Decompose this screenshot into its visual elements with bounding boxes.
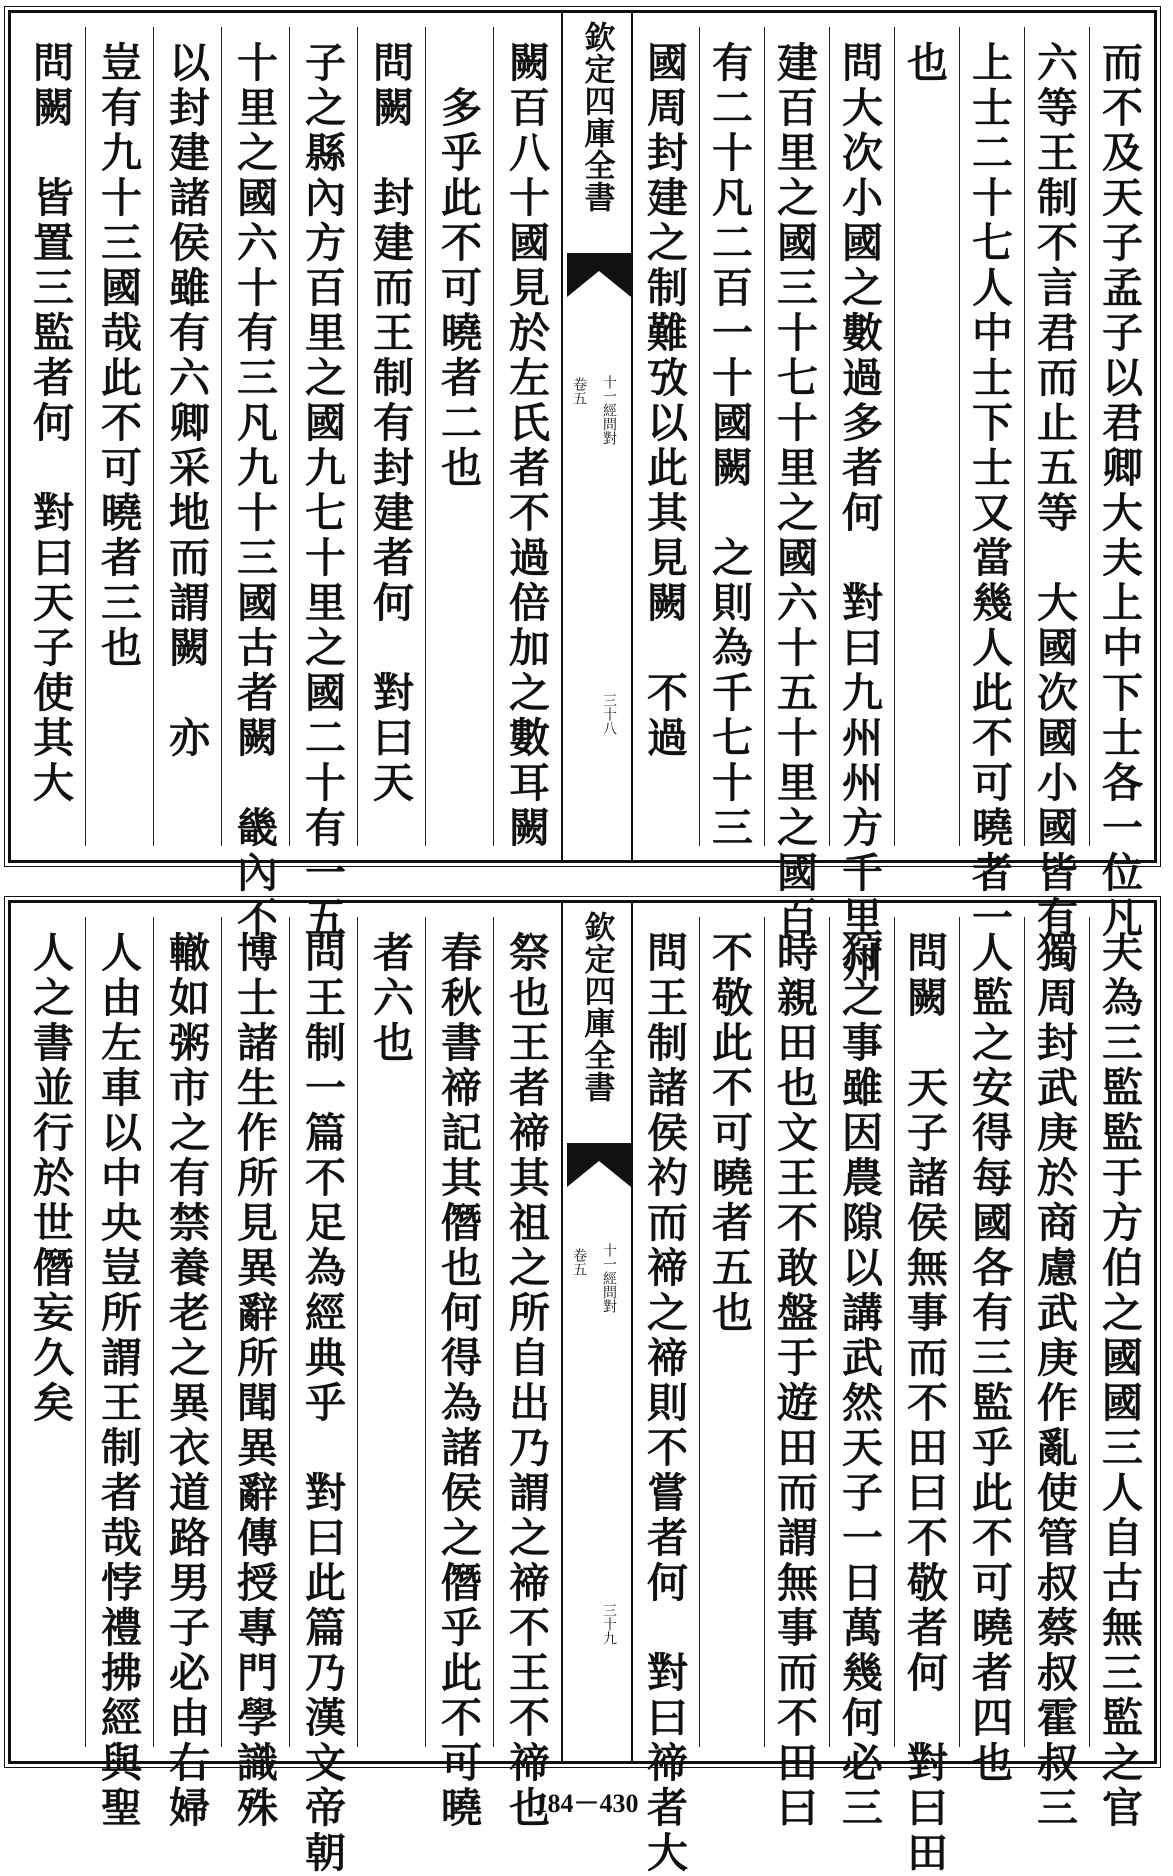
column-text: 問王制諸侯礿而禘之禘則不嘗者何 對曰禘者大 <box>640 931 688 1876</box>
juan-label: 卷五 <box>571 1248 587 1276</box>
column-text: 以封建諸侯雖有六卿采地而謂闕 亦 <box>162 41 210 761</box>
column-text: 問闕 皆置三監者何 對曰天子使其大 <box>26 41 74 806</box>
column-text: 闕百八十國見於左氏者不過倍加之數耳闕 <box>502 41 550 851</box>
text-column <box>493 917 561 1831</box>
center-margin-strip <box>561 903 633 1761</box>
column-text: 人之書並行於世僭妄久矣 <box>26 931 74 1426</box>
column-text: 人監之安得每國各有三監乎此不可曉者四也 <box>965 931 1013 1786</box>
column-text: 不敬此不可曉者五也 <box>705 931 753 1336</box>
column-text: 上士二十七人中士下士又當幾人此不可曉者一 <box>965 41 1013 941</box>
fishtail-mark-icon <box>567 1143 631 1187</box>
text-column <box>1089 27 1154 941</box>
column-text: 也 <box>900 41 948 86</box>
column-text: 豈有九十三國哉此不可曉者三也 <box>94 41 142 671</box>
text-column <box>634 27 699 846</box>
column-text: 獨周封武庚於商慮武庚作亂使管叔蔡叔霍叔三 <box>1030 931 1078 1831</box>
text-column <box>357 27 425 846</box>
column-text: 國周封建之制難攷以此其見闕 不過 <box>640 41 688 761</box>
text-column <box>829 917 894 1831</box>
column-text: 多乎此不可曉者二也 <box>434 41 482 491</box>
column-text: 狩之事雖因農隙以講武然天子一日萬幾何必三 <box>835 931 883 1831</box>
column-text: 時親田也文王不敢盤于遊田而謂無事而不田曰 <box>770 931 818 1831</box>
text-column <box>764 917 829 1831</box>
column-text: 春秋書禘記其僭也何得為諸侯之僭乎此不可曉 <box>434 931 482 1831</box>
column-text: 建百里之國三十七十里之國六十五十里之國百 <box>770 41 818 941</box>
column-text: 六等王制不言君而止五等 大國次國小國皆有 <box>1030 41 1078 941</box>
text-column <box>425 27 493 846</box>
column-text: 者六也 <box>366 931 414 1066</box>
section-label: 十一經問對 <box>601 1243 617 1313</box>
text-column <box>357 917 425 1747</box>
text-column <box>894 917 959 1876</box>
section-label: 十一經問對 <box>601 375 617 445</box>
text-column <box>85 917 153 1831</box>
text-column <box>17 27 85 846</box>
column-text: 夫為三監監于方伯之國國三人自古無三監之官 <box>1095 931 1143 1831</box>
column-text: 問王制一篇不足為經典乎 對曰此篇乃漢文帝朝 <box>298 931 346 1876</box>
text-column <box>699 917 764 1747</box>
column-text: 十里之國六十有三凡九十三國古者闕 畿內不 <box>230 41 278 941</box>
text-column <box>289 27 357 941</box>
text-column <box>153 917 221 1831</box>
fishtail-mark-icon <box>567 253 631 297</box>
column-text: 人由左車以中央豈所謂王制者哉悖禮拂經與聖 <box>94 931 142 1831</box>
column-text: 有二十凡二百一十國闕 之則為千七十三 <box>705 41 753 851</box>
column-text: 而不及天子孟子以君卿大夫上中下士各一位凡 <box>1095 41 1143 941</box>
text-column <box>289 917 357 1876</box>
text-column <box>1089 917 1154 1831</box>
page-number: 184－430 <box>534 1789 639 1818</box>
text-column <box>959 917 1024 1786</box>
text-column <box>894 27 959 846</box>
text-column <box>85 27 153 846</box>
juan-label: 卷五 <box>571 377 587 405</box>
column-text: 子之縣內方百里之國九七十里之國二十有一五 <box>298 41 346 941</box>
column-text: 問闕 封建而王制有封建者何 對曰天 <box>366 41 414 806</box>
text-column <box>764 27 829 941</box>
column-text: 祭也王者禘其祖之所自出乃謂之禘不王不禘也 <box>502 931 550 1831</box>
book-title: 欽定四庫全書 <box>578 911 615 1103</box>
text-column <box>153 27 221 846</box>
text-column <box>699 27 764 851</box>
folio-label: 三十八 <box>601 693 617 735</box>
column-text: 博士諸生作所見異辭所聞異辭傳授專門學識殊 <box>230 931 278 1831</box>
column-text: 問大次小國之數過多者何 對曰九州州方千里州 <box>835 41 883 986</box>
text-column <box>634 917 699 1876</box>
text-column <box>17 917 85 1747</box>
text-column <box>493 27 561 851</box>
page-panel-top <box>8 10 1157 986</box>
text-column <box>829 27 894 986</box>
text-column <box>959 27 1024 941</box>
text-column <box>1024 27 1089 941</box>
center-margin-strip <box>561 13 633 860</box>
text-column <box>221 27 289 941</box>
text-column <box>425 917 493 1831</box>
text-column <box>1024 917 1089 1831</box>
book-title: 欽定四庫全書 <box>578 21 615 213</box>
folio-label: 三十九 <box>601 1603 617 1645</box>
column-text: 問闕 天子諸侯無事而不田曰不敬者何 對曰田 <box>900 931 948 1876</box>
text-column <box>221 917 289 1831</box>
column-text: 轍如粥市之有禁養老之異衣道路男子必由右婦 <box>162 931 210 1831</box>
